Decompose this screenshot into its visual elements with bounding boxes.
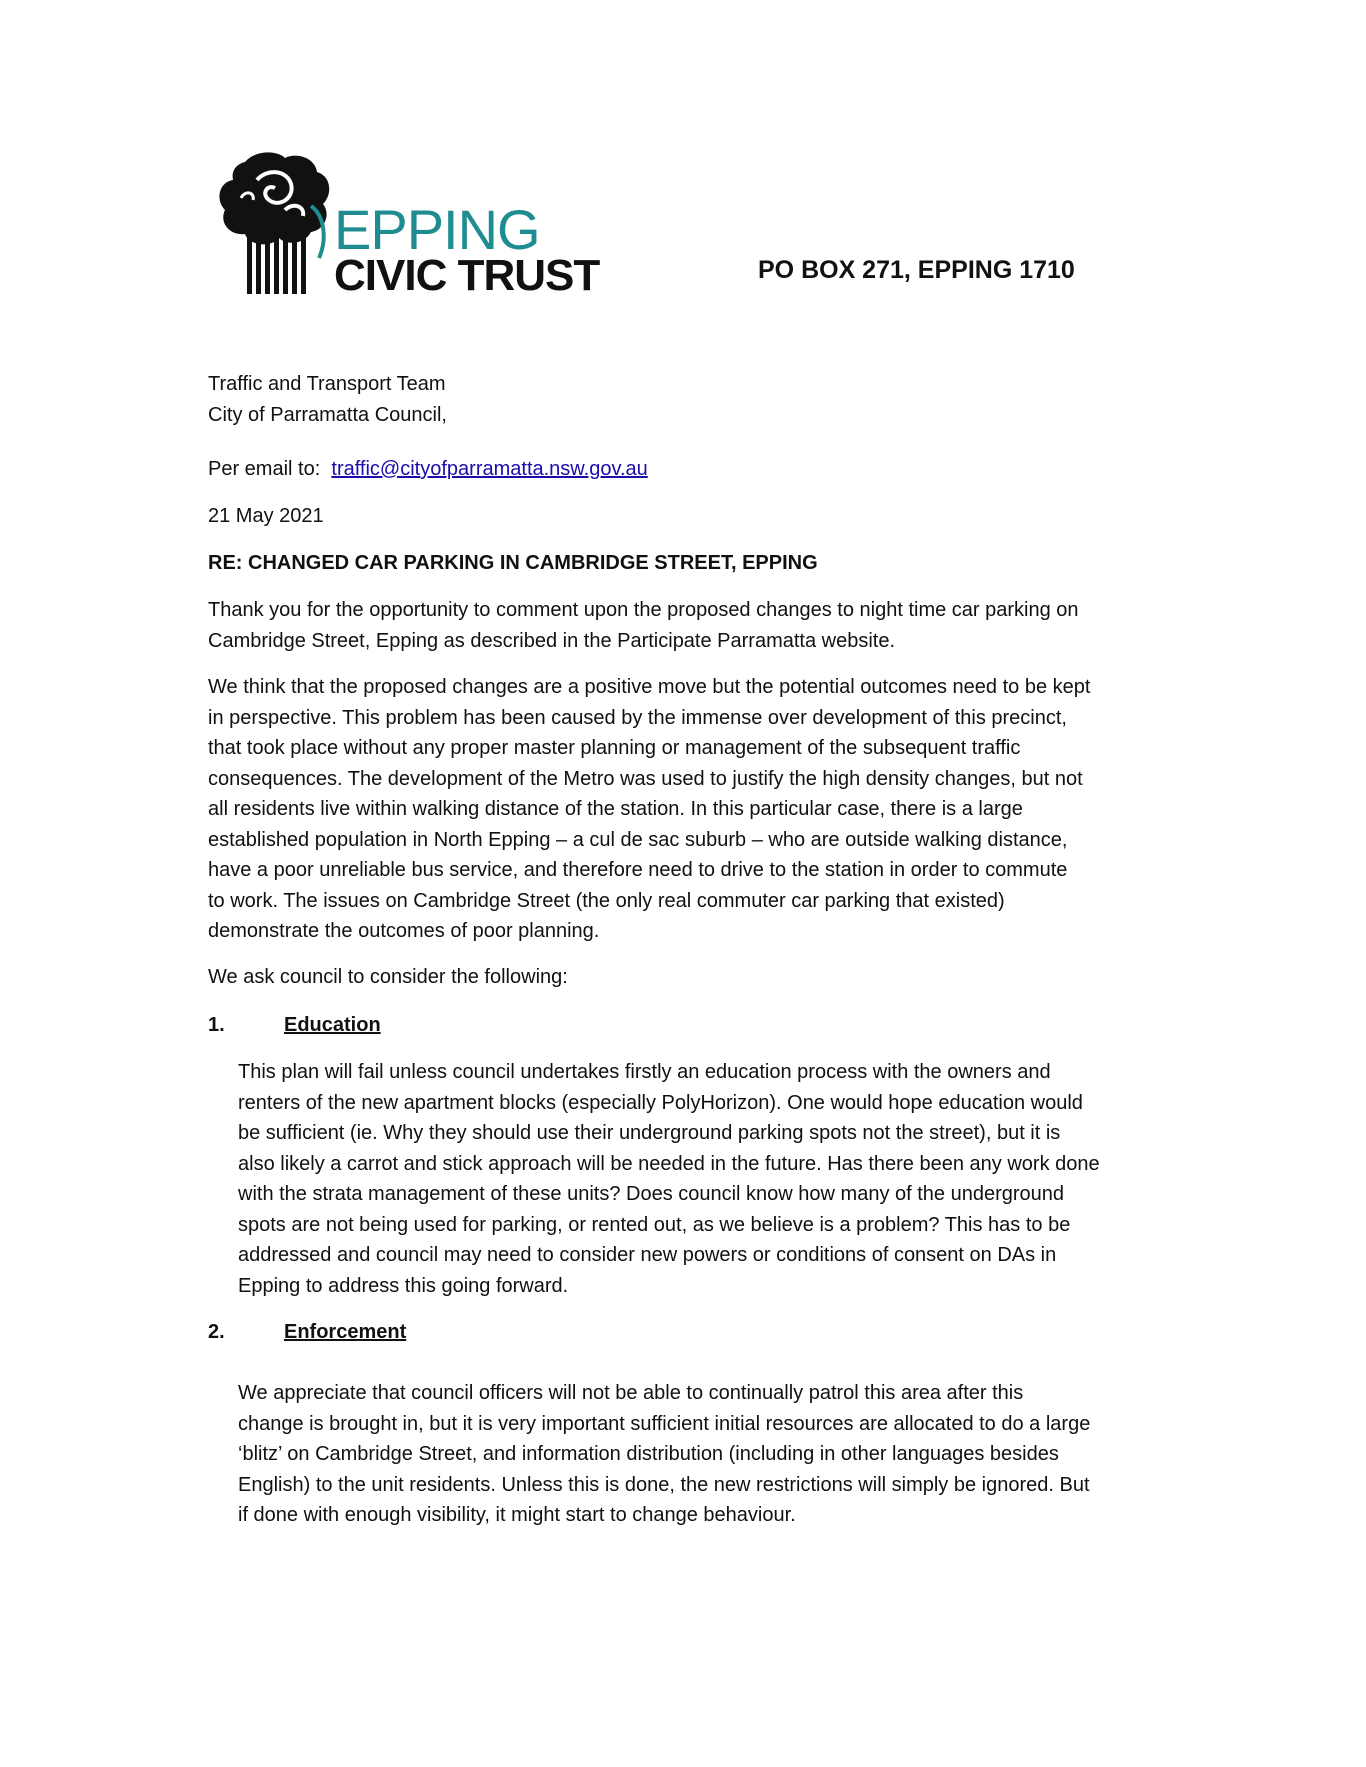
paragraph-line: demonstrate the outcomes of poor planning. xyxy=(208,920,600,942)
paragraph-line: spots are not being used for parking, or rented out, as we believe is a problem? This has to be xyxy=(238,1213,1071,1236)
paragraph-line: change is brought in, but it is very important sufficient initial resources are allocated to do a large xyxy=(238,1412,1091,1435)
paragraph-line: We appreciate that council officers will not be able to continually patrol this area after this xyxy=(238,1382,1024,1404)
paragraph-line: have a poor unreliable bus service, and therefore need to drive to the station in order to commute xyxy=(208,859,1068,881)
paragraph-line: in perspective. This problem has been caused by the immense over development of this precinct, xyxy=(208,706,1067,729)
paragraph-line: all residents live within walking distance of the station. In this particular case, there is a large xyxy=(208,798,1023,820)
paragraph-line: be sufficient (ie. Why they should use their underground parking spots not the street), but it is xyxy=(238,1122,1061,1144)
subject-line: RE: CHANGED CAR PARKING IN CAMBRIDGE STREET, EPPING xyxy=(208,552,818,574)
paragraph-line: Cambridge Street, Epping as described in the Participate Parramatta website. xyxy=(208,629,896,652)
section-heading-enforcement xyxy=(208,1317,406,1347)
email-line xyxy=(208,454,1168,485)
intro-paragraph xyxy=(208,595,1168,656)
paragraph-line: also likely a carrot and stick approach will be needed in the future. Has there been any work done xyxy=(238,1152,1100,1175)
addressee-block xyxy=(208,369,1168,430)
section-title: Enforcement xyxy=(284,1321,407,1343)
paragraph-line: if done with enough visibility, it might start to change behaviour. xyxy=(238,1504,796,1526)
paragraph-line: Epping to address this going forward. xyxy=(238,1274,569,1297)
paragraph-line: ‘blitz’ on Cambridge Street, and information distribution (including in other languages besides xyxy=(238,1443,1059,1465)
paragraph-line: We think that the proposed changes are a positive move but the potential outcomes need to be kept xyxy=(208,676,1091,698)
section-number: 1. xyxy=(208,1014,225,1036)
paragraph-line: Thank you for the opportunity to comment upon the proposed changes to night time car parking on xyxy=(208,599,1079,621)
addressee-line: Traffic and Transport Team xyxy=(208,373,446,395)
paragraph-line: with the strata management of these units? Does council know how many of the underground xyxy=(238,1183,1065,1205)
section-body-enforcement xyxy=(238,1378,1163,1531)
paragraph-line: that took place without any proper master planning or management of the subsequent traffic xyxy=(208,737,1021,759)
logo-word-epping: EPPING xyxy=(334,198,540,261)
logo-word-civic-trust: CIVIC TRUST xyxy=(334,251,600,300)
section-body-education xyxy=(238,1057,1163,1301)
tree-emblem-icon xyxy=(215,150,335,295)
paragraph-line: This plan will fail unless council undertakes firstly an education process with the owners and xyxy=(238,1061,1051,1083)
paragraph-line: established population in North Epping – a cul de sac suburb – who are outside walking distance, xyxy=(208,828,1068,851)
paragraph-line: addressed and council may need to consider new powers or conditions of consent on DAs in xyxy=(238,1244,1057,1266)
paragraph-line: renters of the new apartment blocks (especially PolyHorizon). One would hope education would xyxy=(238,1091,1083,1114)
paragraph-line: to work. The issues on Cambridge Street (the only real commuter car parking that existed) xyxy=(208,889,1005,912)
epping-civic-trust-logo xyxy=(215,150,605,300)
section-heading-education xyxy=(208,1010,381,1040)
email-prefix: Per email to: xyxy=(208,458,321,480)
context-paragraph xyxy=(208,672,1168,947)
letter-date: 21 May 2021 xyxy=(208,505,324,527)
email-link[interactable]: traffic@cityofparramatta.nsw.gov.au xyxy=(331,458,648,480)
request-intro: We ask council to consider the following: xyxy=(208,966,568,988)
section-number: 2. xyxy=(208,1321,225,1343)
paragraph-line: English) to the unit residents. Unless this is done, the new restrictions will simply be ignored. But xyxy=(238,1473,1090,1496)
paragraph-line: consequences. The development of the Metro was used to justify the high density changes, but not xyxy=(208,767,1083,790)
section-title: Education xyxy=(284,1014,381,1036)
addressee-line: City of Parramatta Council, xyxy=(208,403,447,426)
po-box-address: PO BOX 271, EPPING 1710 xyxy=(758,256,1075,284)
